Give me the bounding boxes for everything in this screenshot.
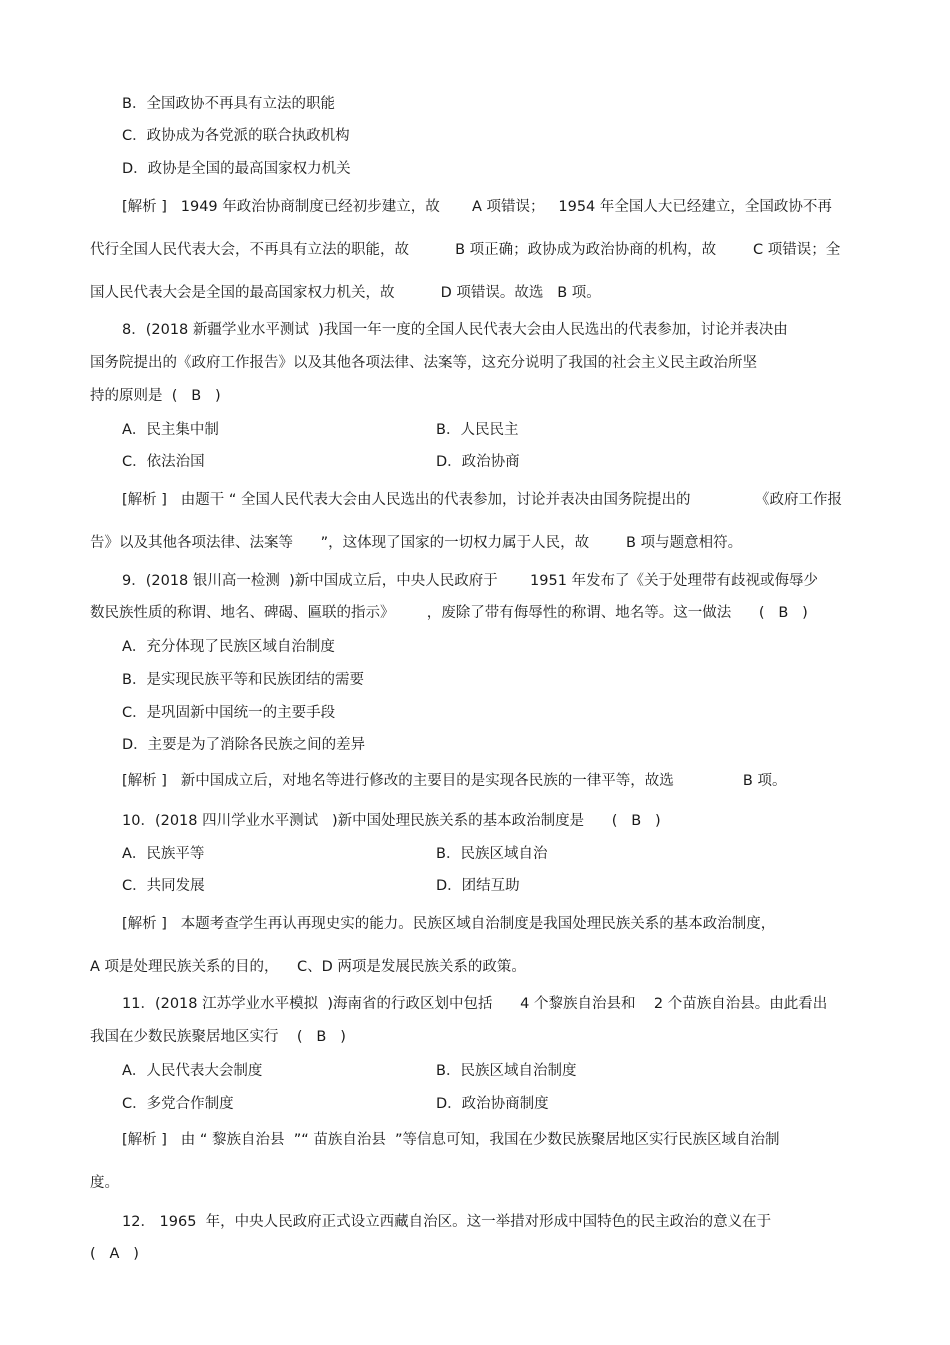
q9-option-b: B．是实现民族平等和民族团结的需要 [122,672,364,688]
q9-explanation-line-1: [解析 ] 新中国成立后，对地名等进行修改的主要目的是实现各民族的一律平等，故选 B 项。 [122,773,787,789]
q11-option-b: B．民族区域自治制度 [436,1063,577,1079]
q12-stem-line-2: ( A ) [90,1246,139,1262]
q8-option-b: B．人民民主 [436,422,519,438]
q10-explanation-line-1: [解析 ] 本题考查学生再认再现史实的能力。民族区域自治制度是我国处理民族关系的基本政治制度， [122,916,776,932]
q11-explanation-line-1: [解析 ] 由 “ 黎族自治县 ”“ 苗族自治县 ”等信息可知，我国在少数民族聚居地区实行民族区域自治制 [122,1132,780,1148]
q10-option-b: B．民族区域自治 [436,846,548,862]
q8-stem-line-3: 持的原则是 ( B ) [90,388,221,404]
q11-stem-line-1: 11．(2018 江苏学业水平模拟 )海南省的行政区划中包括 4 个黎族自治县和 2 个苗族自治县。由此看出 [122,996,828,1012]
q10-option-a: A．民族平等 [122,846,205,862]
q8-option-a: A．民主集中制 [122,422,219,438]
q10-option-d: D．团结互助 [436,878,520,894]
q8-option-c: C．依法治国 [122,454,205,470]
q7-explanation-line-3: 国人民代表大会是全国的最高国家权力机关，故 D 项错误。故选 B 项。 [90,285,601,301]
q9-stem-line-2: 数民族性质的称谓、地名、碑碣、匾联的指示》 ，废除了带有侮辱性的称谓、地名等。这一做法 ( B ) [90,605,808,621]
q11-stem-line-2: 我国在少数民族聚居地区实行 ( B ) [90,1029,346,1045]
q9-option-c: C．是巩固新中国统一的主要手段 [122,705,336,721]
q8-option-d: D．政治协商 [436,454,520,470]
q7-option-d: D．政协是全国的最高国家权力机关 [122,161,351,177]
q10-option-c: C．共同发展 [122,878,205,894]
q9-option-a: A．充分体现了民族区域自治制度 [122,639,335,655]
q8-stem-line-1: 8．(2018 新疆学业水平测试 )我国一年一度的全国人民代表大会由人民选出的代表参加，讨论并表决由 [122,322,788,338]
q9-option-d: D．主要是为了消除各民族之间的差异 [122,737,366,753]
q11-option-c: C．多党合作制度 [122,1096,234,1112]
q11-option-d: D．政治协商制度 [436,1096,549,1112]
q8-explanation-line-1: [解析 ] 由题干 “ 全国人民代表大会由人民选出的代表参加，讨论并表决由国务院提出的 《政府工作报 [122,492,843,508]
q7-option-c: C．政协成为各党派的联合执政机构 [122,128,350,144]
q8-explanation-line-2: 告》以及其他各项法律、法案等 ”，这体现了国家的一切权力属于人民，故 B 项与题意相符。 [90,535,743,551]
q9-stem-line-1: 9．(2018 银川高一检测 )新中国成立后，中央人民政府于 1951 年发布了《关于处理带有歧视或侮辱少 [122,573,819,589]
q11-option-a: A．人民代表大会制度 [122,1063,263,1079]
q11-explanation-line-2: 度。 [90,1175,119,1191]
q7-explanation-line-1: [解析 ] 1949 年政治协商制度已经初步建立，故 A 项错误； 1954 年全国人大已经建立，全国政协不再 [122,199,832,215]
q10-explanation-line-2: A 项是处理民族关系的目的， C、D 两项是发展民族关系的政策。 [90,959,526,975]
q12-stem-line-1: 12． 1965 年，中央人民政府正式设立西藏自治区。这一举措对形成中国特色的民主政治的意义在于 [122,1214,772,1230]
q8-stem-line-2: 国务院提出的《政府工作报告》以及其他各项法律、法案等，这充分说明了我国的社会主义民主政治所坚 [90,355,757,371]
q7-option-b: B．全国政协不再具有立法的职能 [122,96,335,112]
q7-explanation-line-2: 代行全国人民代表大会，不再具有立法的职能，故 B 项正确；政协成为政治协商的机构，故 C 项错误；全 [90,242,841,258]
q10-stem-line-1: 10．(2018 四川学业水平测试 )新中国处理民族关系的基本政治制度是 ( B ) [122,813,661,829]
